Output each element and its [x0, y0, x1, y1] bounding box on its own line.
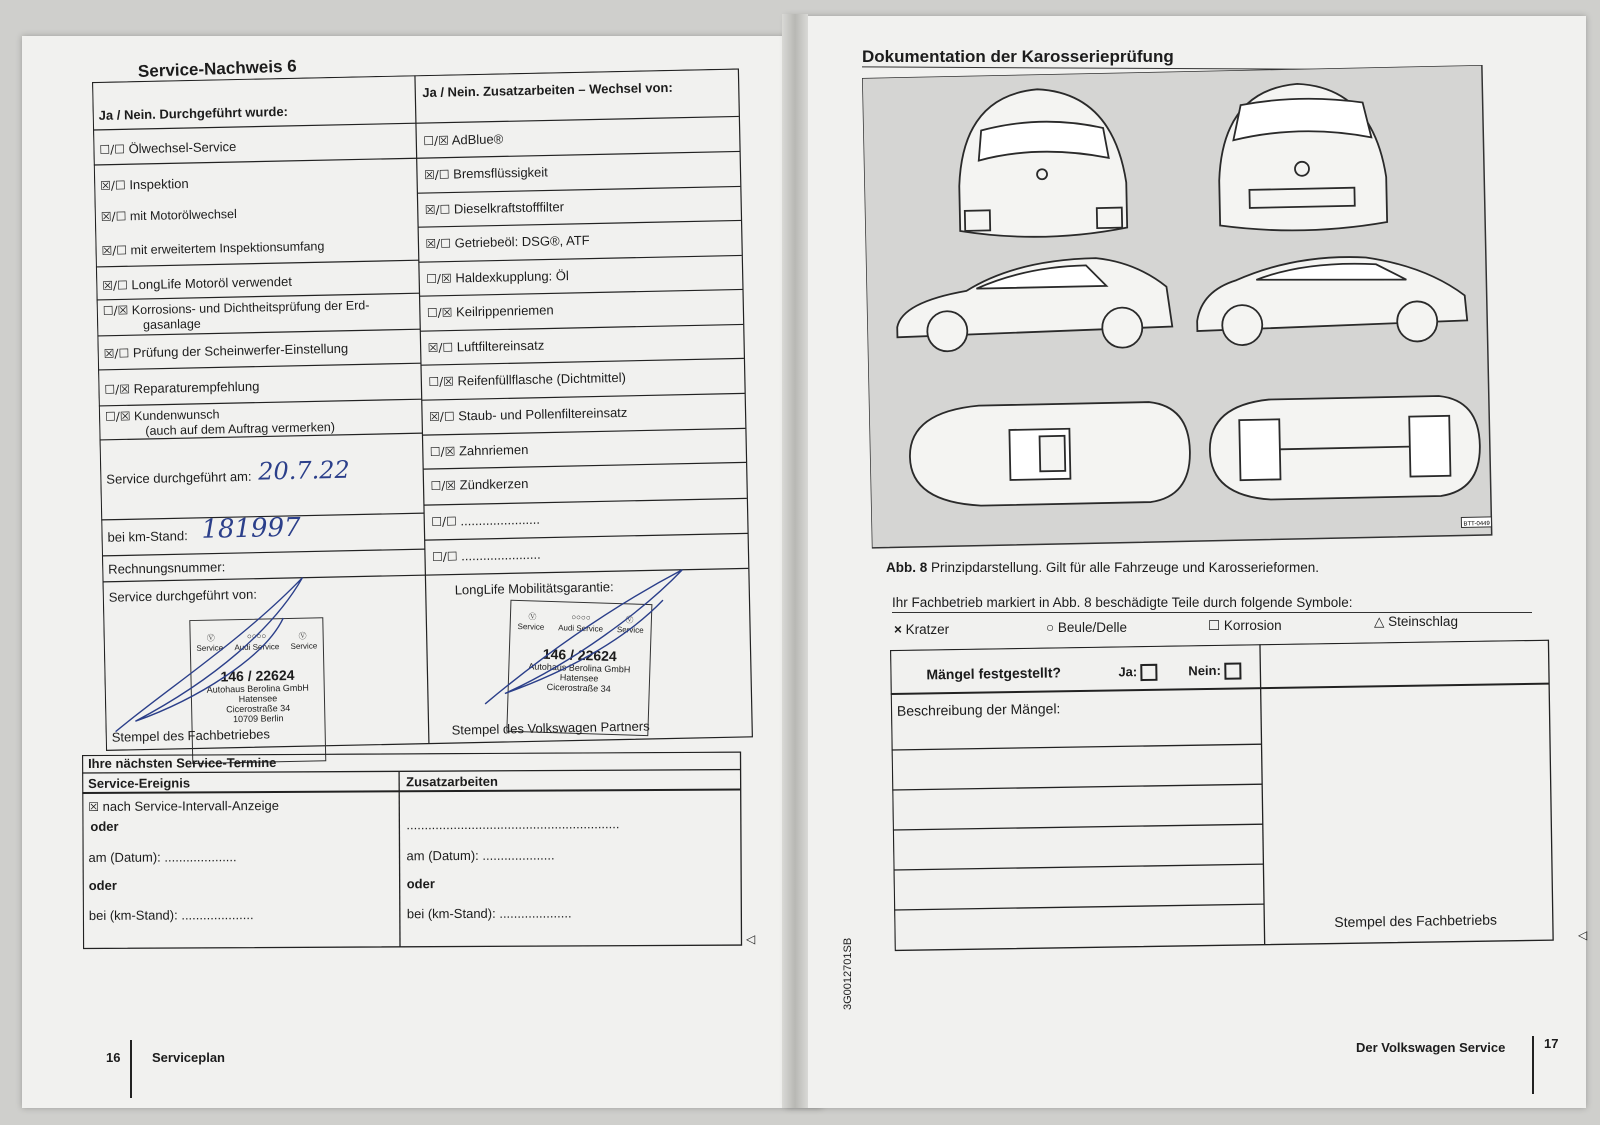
- checkbox-pair: ☐/☒: [104, 382, 131, 397]
- checklist-item-customer-request[interactable]: ☐/☒ Kundenwunsch (auch auf dem Auftrag vermerken): [104, 407, 336, 438]
- next-appointments-table: [82, 752, 743, 950]
- legend-scratch: × Kratzer: [894, 622, 950, 637]
- checkbox-pair: ☒/☐: [102, 278, 128, 293]
- car-top-view: [909, 401, 1191, 507]
- instructions-divider: [892, 612, 1532, 613]
- audi-logo-icon: ○○○○: [571, 612, 591, 623]
- vehicle-diagram-figure: [862, 64, 1536, 563]
- dealer-stamp-right: Ⓥ ○○○○ Ⓥ Service Audi Service Service 146 / 22624 Autohaus Berolina GmbH Hatensee Cicerostraße 34: [506, 600, 652, 736]
- vw-partner-stamp-label: Stempel des Volkswagen Partners: [451, 718, 650, 738]
- legend-stone-chip: △ Steinschlag: [1374, 614, 1458, 629]
- service-event-header: Service-Ereignis: [88, 775, 191, 791]
- checklist-item-blank-1[interactable]: ☐/☐ ......................: [431, 511, 541, 529]
- or-label: oder: [90, 818, 119, 834]
- figure-caption: Abb. 8 Prinzipdarstellung. Gilt für alle Fahrzeuge und Karosserieformen.: [886, 560, 1319, 575]
- no-checkbox[interactable]: [1224, 663, 1241, 680]
- cross-icon: ×: [894, 622, 902, 637]
- square-icon: ☐: [1208, 618, 1221, 633]
- checklist-item-oil-service[interactable]: ☐/☐ Ölwechsel-Service: [99, 138, 237, 157]
- dealer-stamp-left: Ⓥ ○○○○ Ⓥ Service Audi Service Service 146 / 22624 Autohaus Berolina GmbH Hatensee Cicerostraße 34 10709 Berlin: [189, 617, 326, 764]
- service-date-value[interactable]: 20.7.22: [257, 455, 351, 486]
- checklist-item-diesel-filter[interactable]: ☒/☐ Dieselkraftstofffilter: [424, 199, 565, 218]
- performed-by-label: Service durchgeführt von:: [108, 586, 258, 605]
- checklist-item-brake-fluid[interactable]: ☒/☐ Bremsflüssigkeit: [423, 164, 548, 183]
- service-record-table: [92, 68, 754, 751]
- legend-dent: ○ Beule/Delle: [1046, 620, 1127, 635]
- checklist-item-longlife-oil[interactable]: ☒/☐ LongLife Motoröl verwendet: [102, 273, 293, 293]
- yes-checkbox[interactable]: [1141, 664, 1158, 681]
- checkbox-pair: ☒/☐: [424, 202, 451, 218]
- next-km-field[interactable]: bei (km-Stand): ....................: [88, 907, 254, 923]
- defects-grid: [890, 640, 1555, 955]
- checklist-item-motor-oil-change[interactable]: ☒/☐ mit Motorölwechsel: [100, 206, 237, 224]
- document-code: 3G0012701SB: [842, 937, 854, 1010]
- checklist-item-repair-recommendation[interactable]: ☐/☒ Reparaturempfehlung: [104, 378, 260, 397]
- checkbox-icon: ☒: [88, 799, 100, 814]
- vw-logo-icon: Ⓥ: [206, 633, 215, 643]
- circle-icon: ○: [1046, 620, 1055, 635]
- right-column-header: Ja / Nein. Zusatzarbeiten – Wechsel von:: [422, 79, 673, 101]
- defects-found-label: Mängel festgestellt?: [926, 664, 1062, 683]
- checkbox-pair: ☒/☐: [100, 178, 126, 193]
- checkbox-pair: ☒/☐: [425, 236, 452, 252]
- footer-divider: [1532, 1036, 1534, 1094]
- vehicle-body-diagram: [862, 64, 1536, 563]
- or-label: oder: [88, 877, 117, 893]
- checkbox-pair: ☐/☒: [429, 444, 456, 460]
- checkbox-pair: ☐/☐: [431, 514, 457, 529]
- vw-commercial-logo-icon: Ⓥ: [298, 631, 307, 641]
- checklist-item-tyre-sealant[interactable]: ☐/☒ Reifenfüllflasche (Dichtmittel): [428, 369, 626, 390]
- additional-work-header: Zusatzarbeiten: [406, 773, 498, 790]
- km-value[interactable]: 181997: [201, 512, 301, 545]
- triangle-icon: △: [1374, 614, 1385, 629]
- checkbox-pair: ☒/☐: [101, 243, 128, 258]
- checkbox-pair: ☐/☒: [430, 478, 457, 493]
- car-front-view: [1217, 82, 1387, 232]
- checkbox-pair: ☐/☒: [102, 303, 129, 318]
- checkbox-pair: ☐/☐: [99, 142, 126, 157]
- footer-divider: [130, 1040, 132, 1098]
- checkbox-pair: ☐/☒: [426, 271, 452, 287]
- next-km-field-right[interactable]: bei (km-Stand): ....................: [406, 905, 572, 922]
- book-spine: [782, 14, 808, 1108]
- service-date-label: Service durchgeführt am:: [106, 468, 252, 487]
- page-number-right: 17: [1544, 1036, 1559, 1051]
- checklist-item-headlight-check[interactable]: ☒/☐ Prüfung der Scheinwerfer-Einstellung: [103, 340, 349, 361]
- signature-right: [482, 570, 685, 704]
- checklist-item-inspection[interactable]: ☒/☐ Inspektion: [100, 176, 189, 193]
- figure-code: BTT-0449: [1463, 520, 1490, 528]
- next-date-field[interactable]: am (Datum): ....................: [88, 849, 237, 865]
- partner-stamp-label: Stempel des Fachbetriebes: [111, 726, 271, 745]
- checkbox-pair: ☐/☒: [104, 409, 131, 424]
- or-label: oder: [406, 876, 435, 892]
- marking-instructions: Ihr Fachbetrieb markiert in Abb. 8 beschädigte Teile durch folgende Symbole:: [892, 595, 1353, 610]
- checkbox-pair: ☒/☐: [427, 340, 454, 356]
- invoice-number-label: Rechnungsnummer:: [108, 559, 226, 577]
- checkbox-pair: ☐/☒: [423, 133, 450, 149]
- page-marker-icon: ◁: [746, 932, 756, 946]
- checkbox-pair: ☐/☐: [431, 549, 458, 564]
- checklist-item-pollen-filter[interactable]: ☒/☐ Staub- und Pollenfiltereinsatz: [428, 404, 628, 425]
- legend-corrosion: ☐ Korrosion: [1208, 618, 1282, 633]
- checkbox-pair: ☐/☒: [428, 374, 455, 390]
- checklist-item-ribbed-belt[interactable]: ☐/☒ Keilrippenriemen: [426, 302, 554, 321]
- next-appointments-title: Ihre nächsten Service-Termine: [88, 754, 277, 771]
- additional-work-dots[interactable]: ...........................................................: [406, 816, 620, 833]
- footer-label-right: Der Volkswagen Service: [1356, 1040, 1506, 1055]
- page-number-left: 16: [106, 1050, 121, 1065]
- checklist-item-spark-plugs[interactable]: ☐/☒ Zündkerzen: [430, 475, 529, 493]
- service-record-title: Service-Nachweis 6: [137, 56, 297, 81]
- body-inspection-title: Dokumentation der Karosserieprüfung: [862, 47, 1174, 66]
- page-marker-icon: ◁: [1578, 928, 1588, 942]
- checklist-item-blank-2[interactable]: ☐/☐ ......................: [431, 546, 541, 564]
- checkbox-pair: ☒/☐: [428, 409, 455, 425]
- left-column-header: Ja / Nein. Durchgeführt wurde:: [98, 103, 289, 123]
- checklist-item-gear-oil[interactable]: ☒/☐ Getriebeöl: DSG®, ATF: [425, 232, 590, 252]
- defects-form: [890, 640, 1555, 955]
- footer-label-left: Serviceplan: [152, 1050, 225, 1065]
- next-date-field-right[interactable]: am (Datum): ....................: [406, 847, 555, 864]
- checklist-item-gas-system-check[interactable]: ☐/☒ Korrosions- und Dichtheitsprüfung der Erd- gasanlage: [102, 298, 370, 332]
- checkbox-pair: ☒/☐: [423, 167, 450, 183]
- stamp-number: 146 / 22624: [542, 645, 618, 665]
- checklist-item-extended-inspection[interactable]: ☒/☐ mit erweitertem Inspektionsumfang: [101, 239, 325, 258]
- vw-commercial-logo-icon: Ⓥ: [625, 615, 634, 625]
- checklist-item-haldex-oil[interactable]: ☐/☒ Haldexkupplung: Öl: [426, 268, 569, 287]
- checklist-item-adblue[interactable]: ☐/☒ AdBlue®: [423, 131, 504, 149]
- interval-display-option[interactable]: ☒ nach Service-Intervall-Anzeige: [88, 797, 280, 814]
- checkbox-pair: ☒/☐: [100, 209, 127, 224]
- longlife-guarantee-label: LongLife Mobilitätsgarantie:: [454, 579, 614, 598]
- checklist-item-air-filter[interactable]: ☒/☐ Luftfiltereinsatz: [427, 337, 545, 356]
- dealer-stamp-label: Stempel des Fachbetriebs: [1334, 911, 1498, 931]
- defects-description-label: Beschreibung der Mängel:: [896, 700, 1061, 719]
- audi-logo-icon: ○○○○: [246, 631, 267, 641]
- car-underbody-view: [1209, 395, 1481, 501]
- checkbox-pair: ☐/☒: [426, 305, 453, 321]
- stamp-number: 146 / 22624: [220, 666, 295, 685]
- vw-logo-icon: Ⓥ: [528, 612, 537, 622]
- defects-no-option[interactable]: Nein:: [1188, 662, 1241, 680]
- km-label: bei km-Stand:: [107, 528, 188, 545]
- signature-left: [112, 578, 305, 732]
- signature-scribbles: [102, 538, 754, 752]
- checkbox-pair: ☒/☐: [103, 346, 130, 361]
- defects-yes-option[interactable]: Ja:: [1118, 664, 1158, 682]
- checklist-item-timing-belt[interactable]: ☐/☒ Zahnriemen: [429, 441, 529, 460]
